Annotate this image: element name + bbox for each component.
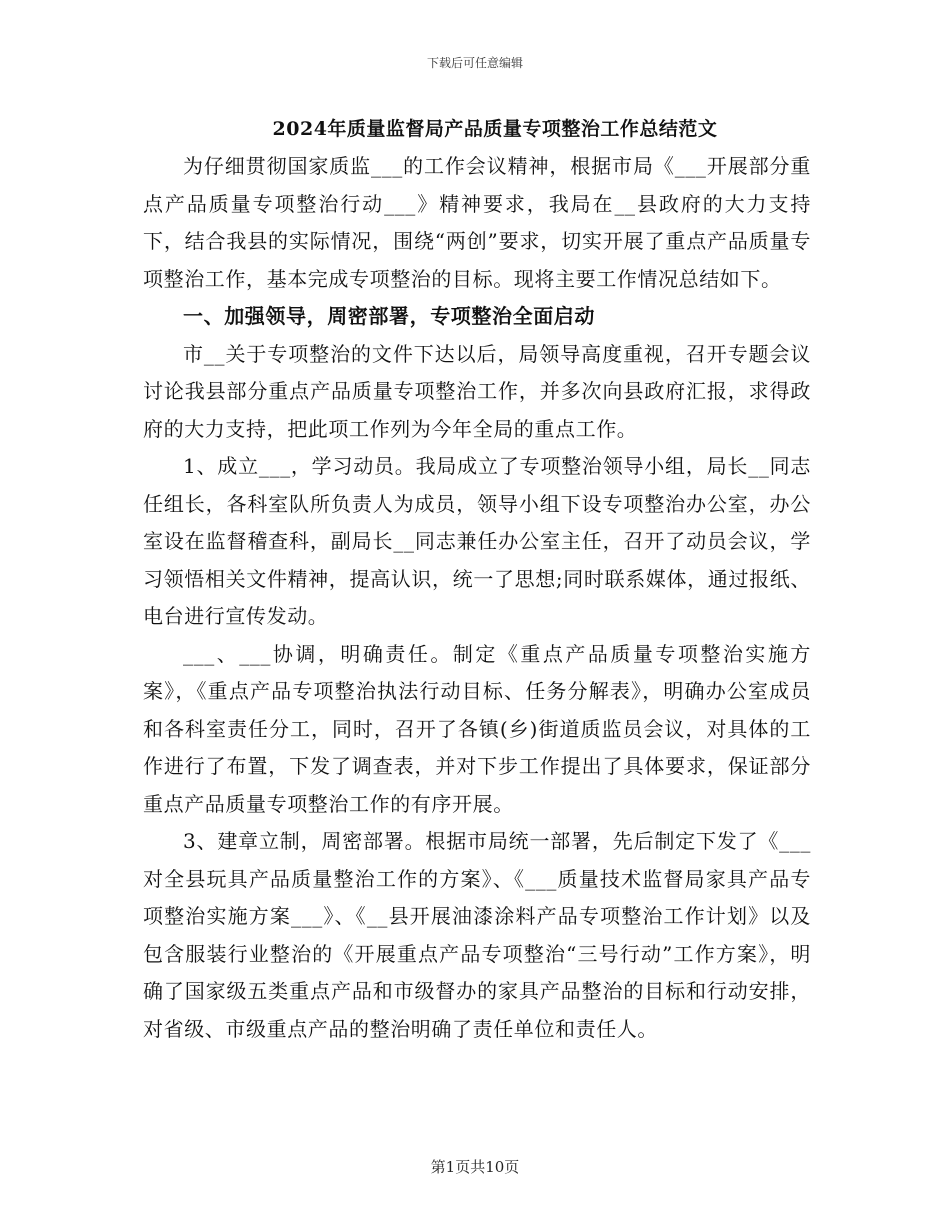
document-body	[143, 148, 811, 1048]
document-title: 2024年质量监督局产品质量专项整治工作总结范文	[272, 118, 718, 140]
intro-paragraph: 为仔细贯彻国家质监___的工作会议精神，根据市局《___开展部分重点产品质量专项整治行动___》精神要求，我局在__县政府的大力支持下，结合我县的实际情况，围绕“两创”要求，切实开展了重点产品质量专项整治工作，基本完成专项整治的目标。现将主要工作情况总结如下。	[143, 154, 811, 291]
list-item-1: 1、成立___，学习动员。我局成立了专项整治领导小组，局长__同志任组长，各科室队所负责人为成员，领导小组下设专项整治办公室，办公室设在监督稽查科，副局长__同志兼任办公室主任，召开了动员会议，学习领悟相关文件精神，提高认识，统一了思想;同时联系媒体，通过报纸、电台进行宣传发动。	[143, 454, 811, 628]
section-paragraph: 市__关于专项整治的文件下达以后，局领导高度重视，召开专题会议讨论我县部分重点产品质量专项整治工作，并多次向县政府汇报，求得政府的大力支持，把此项工作列为今年全局的重点工作。	[143, 341, 811, 441]
page-number: 第1页共10页	[430, 1158, 520, 1176]
list-item-2: ___、___协调，明确责任。制定《重点产品质量专项整治实施方案》，《重点产品专项整治执法行动目标、任务分解表》，明确办公室成员和各科室责任分工，同时，召开了各镇(乡)街道质监员会议，对具体的工作进行了布置，下发了调查表，并对下步工作提出了具体要求，保证部分重点产品质量专项整治工作的有序开展。	[143, 641, 811, 816]
section-heading: 一、加强领导，周密部署，专项整治全面启动	[183, 304, 595, 328]
header-note: 下载后可任意编辑	[426, 56, 523, 70]
list-item-3: 3、建章立制，周密部署。根据市局统一部署，先后制定下发了《___对全县玩具产品质量整治工作的方案》、《___质量技术监督局家具产品专项整治实施方案___》、《__县开展油漆涂料产品专项整治工作计划》以及包含服装行业整治的《开展重点产品专项整治“三号行动”工作方案》，明确了国家级五类重点产品和市级督办的家具产品整治的目标和行动安排，对省级、市级重点产品的整治明确了责任单位和责任人。	[143, 829, 811, 1041]
